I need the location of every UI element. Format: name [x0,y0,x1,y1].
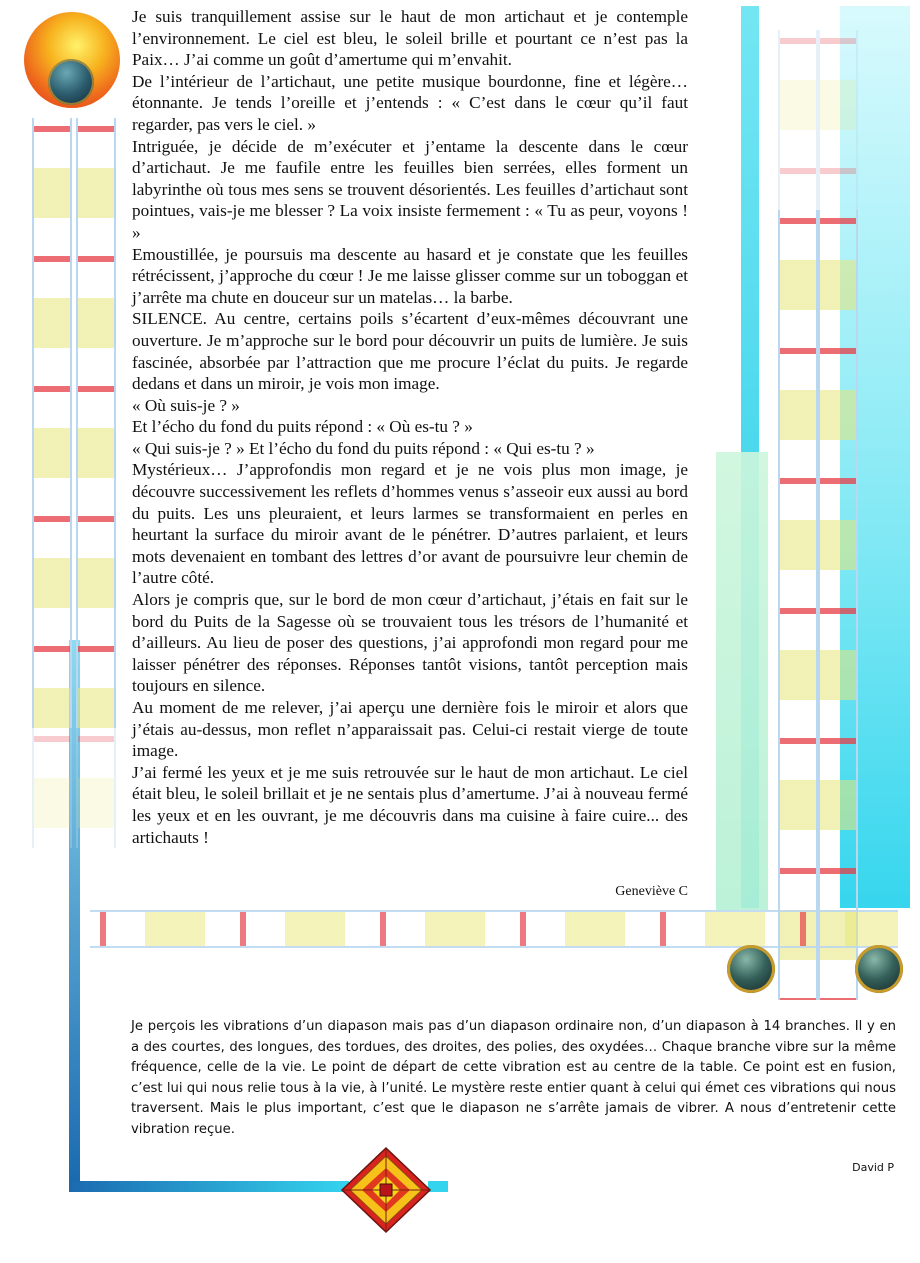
story-paragraph: Mystérieux… J’approfondis mon regard et je ne vois plus mon image, je découvre successivement les reflets d’hommes venus s’asseoir eux aussi au bord du puits. Les uns pleuraient, et leurs larmes se transformaient en perles en heurtant la surface du miroir avant de le pénétrer. D’autres parlaient, et leurs mots devenaient en tombant des lettres d’or avant de poursuivre leur chemin de l’autre côté. [132,460,688,588]
sphere-icon [48,59,94,105]
decorative-column-left-2 [76,118,116,728]
mint-panel [716,452,768,910]
sphere-icon [855,945,903,993]
story-paragraph: Alors je compris que, sur le bord de mon cœur d’artichaut, j’étais en fait sur le bord du Puits de la Sagesse où se trouvaient tous les trésors de l’humanité et d’ailleurs. Au lieu de poser des questions, j’ai approfondi mon regard pour me laisser pénétrer des réponses. Réponses tantôt visions, tantôt perception mais toujours en silence. [132,590,688,696]
story-paragraph: Et l’écho du fond du puits répond : « Où es-tu ? » [132,417,473,437]
story-paragraph: Intriguée, je décide de m’exécuter et j’entame la descente dans le cœur d’artichaut. Je me faufile entre les feuilles bien serrées, elles forment un labyrinthe où tous mes sens se trouvent désorientés. Les feuilles d’artichaut sont pointues, vais-je me blesser ? La voix insiste fermement : « Tu as peur, voyons ! » [132,136,688,242]
decorative-column-left-1 [32,118,72,728]
story-paragraph: Je suis tranquillement assise sur le haut de mon artichaut et je contemple l’environnement. Le ciel est bleu, le soleil brille et pourtant ce n’est pas la Paix… J’ai comme un goût d’amertume qui m’envahit. [132,7,688,70]
diapason-signature: David P [852,1161,894,1174]
story-signature: Geneviève C [615,884,688,899]
story-paragraph: De l’intérieur de l’artichaut, une petite musique bourdonne, fine et légère… étonnante. Je tends l’oreille et j’entends : « C’est dans le cœur qu’il faut regarder, pas vers le ciel. » [132,71,688,134]
decorative-column-right-fade-1 [778,30,818,210]
diapason-text [131,1017,896,1140]
diapason-paragraph: Je perçois les vibrations d’un diapason mais pas d’un diapason ordinaire non, d’un diapason à 14 branches. Il y en a des courtes, des longues, des tordues, des droites, des polies, des oxydées… Chaque branche vibre sur la même fréquence, celle de la vie. Le point de départ de cette vibration est au centre de la table. Ce point est en fusion, c’est lui qui nous relie tous à la vie, à l’unité. Le mystère reste entier quant à celui qui émet ces vibrations qui nous traversent. Mais le plus important, c’est que le diapason ne s’arrête jamais de vibrer. A nous d’entretenir cette vibration reçue. [131,1019,896,1137]
blue-line-horizontal [69,1181,349,1192]
decorative-column-right-fade-2 [818,30,858,210]
decorative-column-left-fade-2 [76,728,116,848]
story-paragraph: « Où suis-je ? » [132,395,240,415]
story-text [132,6,688,848]
decorative-column-right-1 [778,210,818,1000]
story-paragraph: SILENCE. Au centre, certains poils s’écartent d’eux-mêmes découvrant une ouverture. Je m’approche sur le bord pour découvrir un puits de lumière. Je suis fascinée, absorbée par l’attraction que me procure l’éclat du puits. Je regarde dedans et dans un miroir, je vois mon image. [132,309,688,394]
story-paragraph: J’ai fermé les yeux et je me suis retrouvée sur le haut de mon artichaut. Le ciel était bleu, le soleil brillait et je ne sentais plus d’amertume. J’ai à nouveau fermé les yeux et en les ouvrant, je me découvris dans ma cuisine à faire cuire... des artichauts ! [132,762,688,847]
story-paragraph: Au moment de me relever, j’ai aperçu une dernière fois le miroir et alors que j’étais au-dessus, mon reflet n’apparaissait pas. Celui-ci restait vierge de toute image. [132,698,688,761]
diamond-emblem-icon [340,1146,432,1234]
sphere-icon [727,945,775,993]
decorative-column-right-2 [818,210,858,1000]
story-paragraph: « Qui suis-je ? » Et l’écho du fond du puits répond : « Qui es-tu ? » [132,438,595,458]
decorative-bar-horizontal [90,910,898,948]
decorative-column-left-fade-1 [32,728,72,848]
story-paragraph: Emoustillée, je poursuis ma descente au hasard et je constate que les feuilles rétrécissent, j’approche du cœur ! Je me laisse glisser comme sur un toboggan et j’arrête ma chute en douceur sur un matelas… la barbe. [132,244,688,307]
